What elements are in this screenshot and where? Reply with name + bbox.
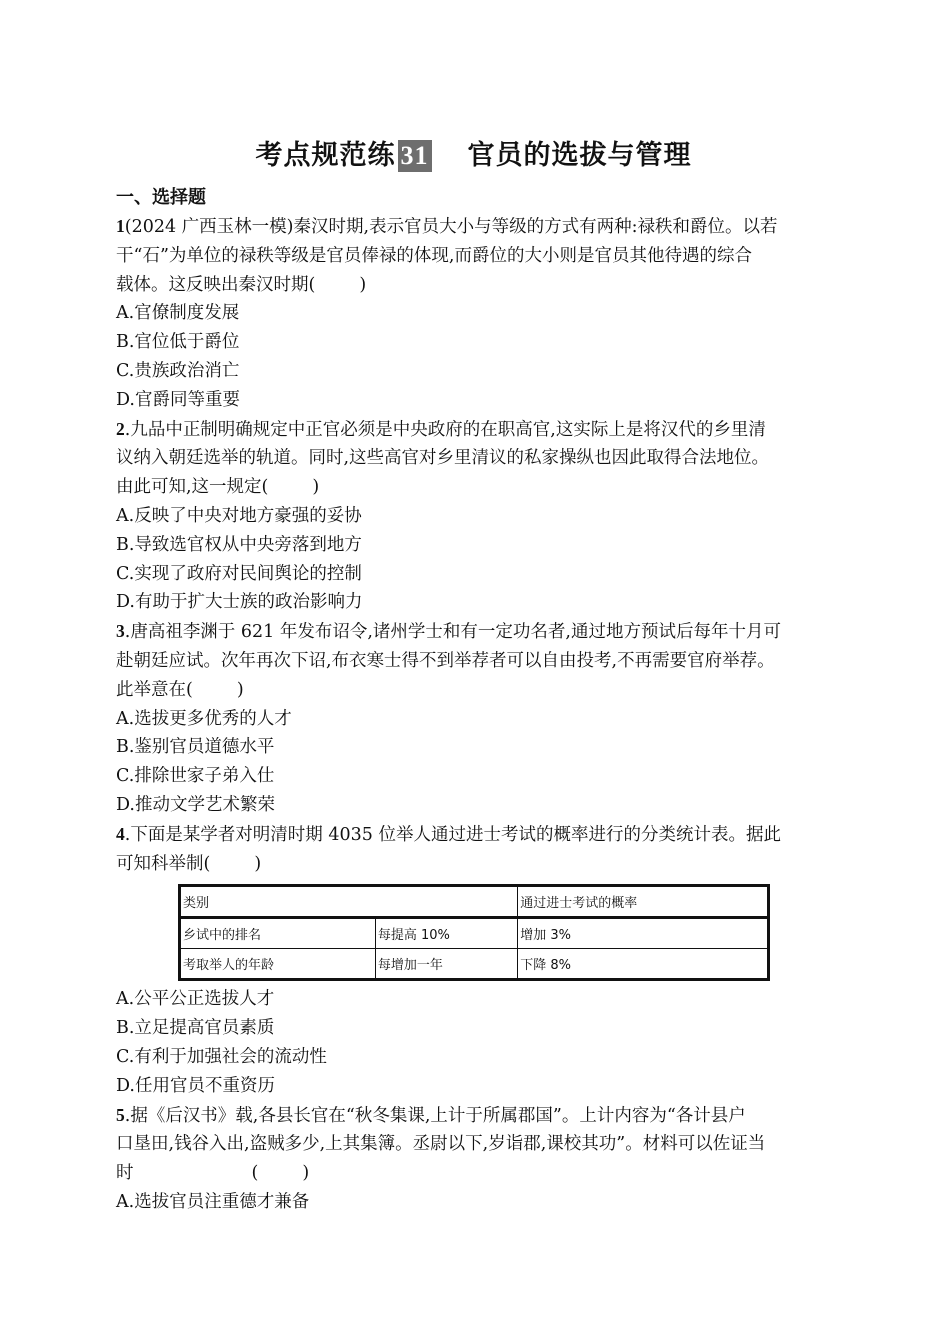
table-cell: 考取举人的年龄 [180, 949, 376, 980]
option: D.官爵同等重要 [116, 389, 240, 410]
option: D.推动文学艺术繁荣 [116, 794, 275, 815]
statistics-table [178, 884, 770, 981]
table-header-row [180, 886, 769, 918]
option: A.选拔官员注重德才兼备 [116, 1191, 310, 1212]
question-number: 2 [116, 418, 125, 439]
table-cell: 下降 8% [518, 949, 769, 980]
answer-paren: ) [236, 679, 244, 700]
option: B.立足提高官员素质 [116, 1018, 275, 1039]
option: B.官位低于爵位 [116, 332, 240, 353]
question-text-line: (2024 广西玉林一模)秦汉时期,表示官员大小与等级的方式有两种:禄秩和爵位。以若 [124, 217, 778, 237]
answer-paren: ) [254, 853, 262, 874]
question-text-line: 由此可知,这一规定( [116, 477, 269, 498]
question-text-line: 此举意在( [116, 679, 193, 700]
option: A.官僚制度发展 [116, 303, 240, 324]
table-cell: 增加 3% [518, 918, 769, 949]
question-text-line: 赴朝廷应试。次年再次下诏,布衣寒士得不到举荐者可以自由投考,不再需要官府举荐。 [116, 650, 775, 671]
question-1 [116, 212, 831, 415]
option: C.排除世家子弟入仕 [116, 766, 275, 787]
answer-paren: ) [302, 1163, 310, 1184]
page-title [116, 136, 831, 176]
table-row [180, 918, 769, 949]
table-cell: 每提高 10% [375, 918, 517, 949]
question-text-line: 干“石”为单位的禄秩等级是官员俸禄的体现,而爵位的大小则是官员其他待遇的综合 [116, 245, 752, 266]
option: C.实现了政府对民间舆论的控制 [116, 563, 362, 584]
question-text-line: .唐高祖李渊于 621 年发布诏令,诸州学士和有一定功名者,通过地方预试后每年十月可 [124, 622, 781, 643]
table-header-cell: 通过进士考试的概率 [518, 886, 769, 918]
option: A.反映了中央对地方豪强的妥协 [116, 505, 362, 526]
option: B.导致选官权从中央旁落到地方 [116, 534, 362, 555]
title-main: 官员的选拔与管理 [467, 140, 692, 171]
option: C.有利于加强社会的流动性 [116, 1046, 327, 1067]
question-text-line: 可知科举制( [116, 853, 211, 874]
option: A.选拔更多优秀的人才 [116, 708, 292, 729]
question-text-line: .九品中正制明确规定中正官必须是中央政府的在职高官,这实际上是将汉代的乡里清 [124, 419, 766, 440]
table-cell: 乡试中的排名 [180, 918, 376, 949]
option: D.有助于扩大士族的政治影响力 [116, 592, 363, 613]
option: A.公平公正选拔人才 [116, 989, 275, 1010]
question-number: 3 [116, 621, 125, 642]
question-text-line: .据《后汉书》载,各县长官在“秋冬集课,上计于所属郡国”。上计内容为“各计县户 [124, 1105, 746, 1126]
question-text-line: 议纳入朝廷选举的轨道。同时,这些高官对乡里清议的私家操纵也因此取得合法地位。 [116, 448, 770, 469]
question-number: 1 [116, 216, 125, 236]
question-number: 4 [116, 823, 125, 844]
table-header-cell: 类别 [180, 886, 518, 918]
question-2 [116, 415, 831, 618]
table-row [180, 949, 769, 980]
title-prefix: 考点规范练 [255, 140, 396, 171]
document-page [116, 136, 831, 1217]
question-text-line: 时 [116, 1163, 134, 1184]
title-number-badge: 31 [398, 140, 432, 172]
question-5: 5.据《后汉书》载,各县长官在“秋冬集课,上计于所属郡国”。上计内容为“各计县户 口垦田,钱谷入出,盗贼多少,上其集簿。丞尉以下,岁诣郡,课校其功”。材料可以佐证当 时 ( ) A.选拔官员注重德才兼备 [116, 1101, 831, 1217]
answer-paren: ) [359, 274, 367, 295]
question-3 [116, 617, 831, 820]
question-text-line: .下面是某学者对明清时期 4035 位举人通过进士考试的概率进行的分类统计表。据此 [124, 824, 781, 845]
option: B.鉴别官员道德水平 [116, 737, 275, 758]
option: C.贵族政治消亡 [116, 360, 240, 381]
question-text-line: 口垦田,钱谷入出,盗贼多少,上其集簿。丞尉以下,岁诣郡,课校其功”。材料可以佐证当 [116, 1134, 766, 1155]
answer-paren: ) [312, 477, 320, 498]
table-cell: 每增加一年 [375, 949, 517, 980]
question-text-line: 载体。这反映出秦汉时期( [116, 274, 316, 295]
question-4 [116, 820, 831, 1101]
option: D.任用官员不重资历 [116, 1075, 275, 1096]
section-heading: 一、选择题 [116, 187, 206, 208]
question-number: 5 [116, 1104, 125, 1125]
